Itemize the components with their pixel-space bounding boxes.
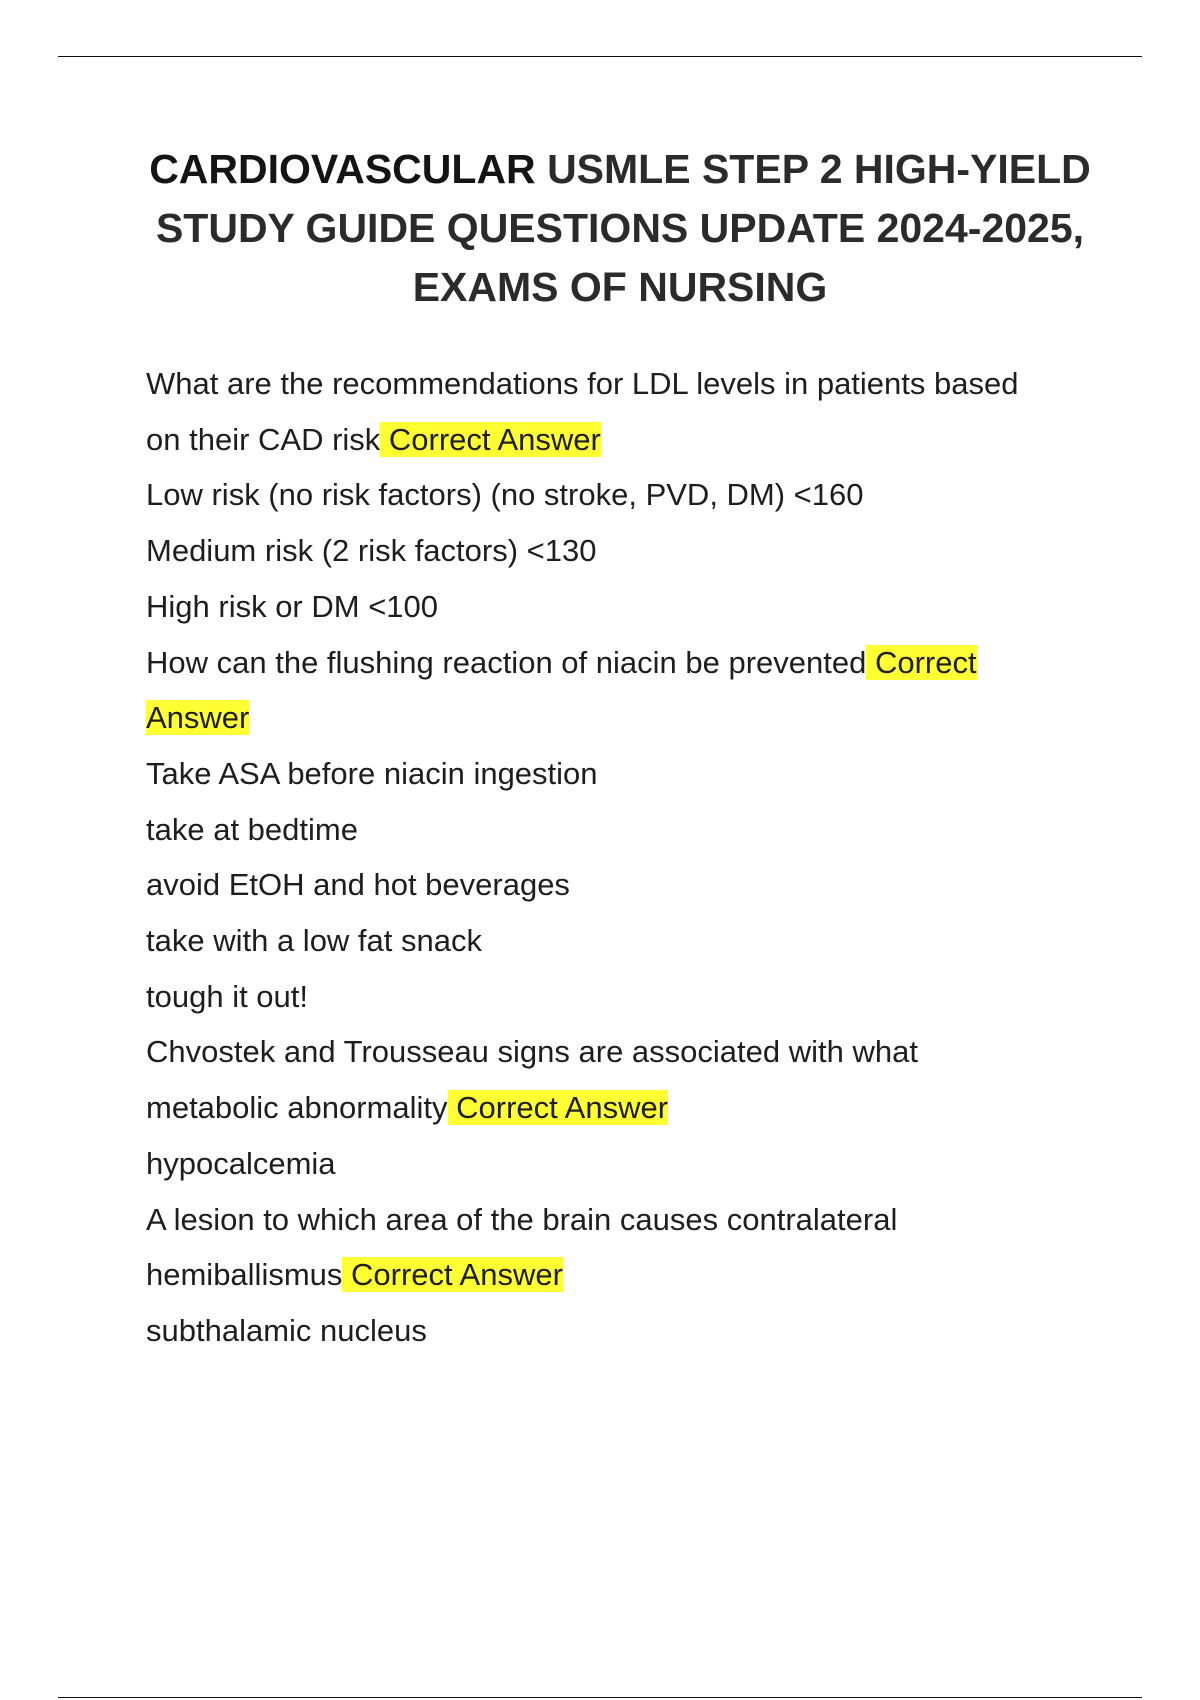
- correct-answer-marker: Correct Answer: [342, 1257, 563, 1293]
- bottom-rule: [58, 1697, 1142, 1698]
- title-rest: USMLE STEP 2 HIGH-YIELD STUDY GUIDE QUESTIONS UPDATE 2024-2025, EXAMS OF NURSING: [155, 146, 1091, 310]
- correct-answer-marker: Correct Answer: [380, 421, 601, 457]
- answer-line: take at bedtime: [146, 811, 358, 847]
- question-line: What are the recommendations for LDL levels in patients based: [146, 366, 1019, 401]
- question-line: [146, 412, 1086, 468]
- question-text: How can the flushing reaction of niacin be prevented: [146, 644, 867, 680]
- document-title: [130, 140, 1110, 317]
- answer-line: Take ASA before niacin ingestion: [146, 755, 598, 791]
- qa-content: [146, 356, 1086, 1359]
- question-text: metabolic abnormality: [146, 1090, 448, 1126]
- answer-line: avoid EtOH and hot beverages: [146, 867, 570, 903]
- answer-line: subthalamic nucleus: [146, 1312, 427, 1348]
- question-line: [146, 1080, 1086, 1136]
- answer-line: Low risk (no risk factors) (no stroke, PVD, DM) <160: [146, 477, 864, 513]
- question-text: on their CAD risk: [146, 421, 381, 457]
- question-line: Chvostek and Trousseau signs are associated with what: [146, 1034, 918, 1070]
- question-text: hemiballismus: [146, 1257, 343, 1293]
- answer-line: tough it out!: [146, 978, 309, 1014]
- correct-answer-marker: Correct Answer: [447, 1090, 669, 1126]
- question-line: A lesion to which area of the brain causes contralateral: [146, 1201, 898, 1237]
- answer-line: take with a low fat snack: [146, 923, 482, 959]
- question-line: [146, 690, 1086, 746]
- answer-line: High risk or DM <100: [146, 588, 439, 624]
- question-line: [146, 1247, 1086, 1303]
- answer-line: hypocalcemia: [146, 1145, 336, 1181]
- top-rule: [58, 56, 1142, 57]
- answer-line: Medium risk (2 risk factors) <130: [146, 533, 597, 569]
- title-lead: CARDIOVASCULAR: [149, 146, 536, 192]
- correct-answer-marker: Correct: [866, 644, 977, 680]
- question-line: [146, 635, 1086, 691]
- correct-answer-marker: Answer: [146, 700, 250, 736]
